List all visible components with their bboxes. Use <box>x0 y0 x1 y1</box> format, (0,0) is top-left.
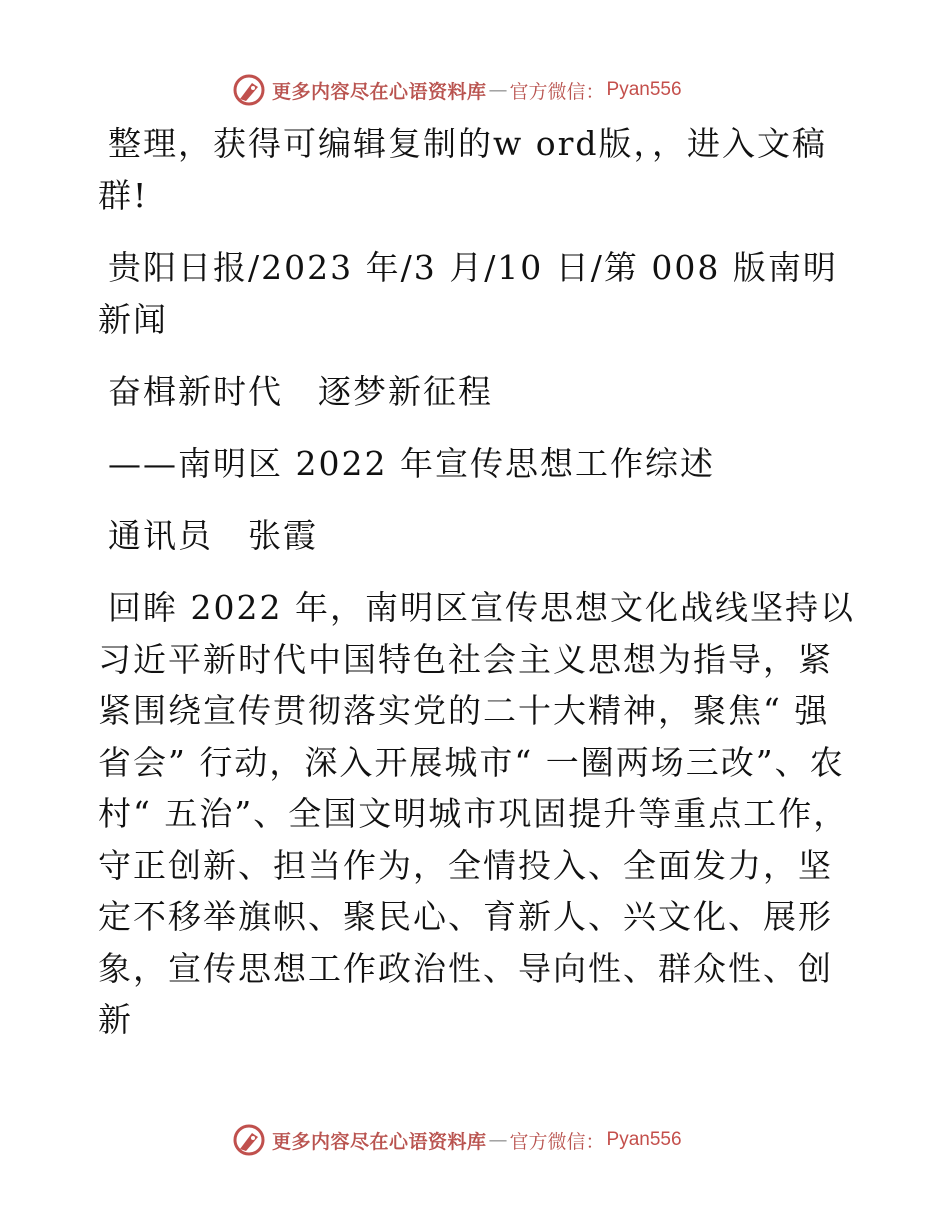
header-wechat-label: 官方微信： <box>509 80 605 103</box>
header-wechat-id: Pyan556 <box>606 79 682 100</box>
intro-paragraph: 整理，获得可编辑复制的w ord版，，进入文稿群! <box>98 124 828 215</box>
article-body-paragraph: 回眸 2022 年，南明区宣传思想文化战线坚持以习近平新时代中国特色社会主义思想为指导，紧紧围绕宣传贯彻落实党的二十大精神，聚焦“ 强省会” 行动，深入开展城市“ 一圈两场三改”、农村“ 五治”、全国文明城市巩固提升等重点工作，守正创新、担当作为，全情投入、全面发力，坚定不移举旗帜、聚民心、育新人、兴文化、展形象，宣传思想工作政治性、导向性、群众性、创新 <box>98 588 855 1039</box>
footer-wechat-label: 官方微信： <box>509 1130 605 1153</box>
footer-separator: — <box>488 1129 508 1151</box>
header-banner[interactable] <box>232 70 712 110</box>
header-promo-text: 更多内容尽在心语资料库 <box>272 80 487 103</box>
article-title: 奋楫新时代 逐梦新征程 <box>108 372 493 411</box>
article-byline: 通讯员 张霞 <box>108 516 318 555</box>
footer-promo-text: 更多内容尽在心语资料库 <box>272 1130 487 1153</box>
pen-nib-circle-icon <box>232 1123 266 1157</box>
document-body <box>98 118 858 1046</box>
header-separator: — <box>488 79 508 101</box>
pen-nib-circle-icon <box>232 73 266 107</box>
article-subtitle: ——南明区 2022 年宣传思想工作综述 <box>108 444 715 483</box>
footer-wechat-id: Pyan556 <box>606 1129 682 1150</box>
footer-banner[interactable] <box>232 1120 712 1160</box>
source-line: 贵阳日报/2023 年/3 月/10 日/第 008 版南明新闻 <box>98 248 838 339</box>
